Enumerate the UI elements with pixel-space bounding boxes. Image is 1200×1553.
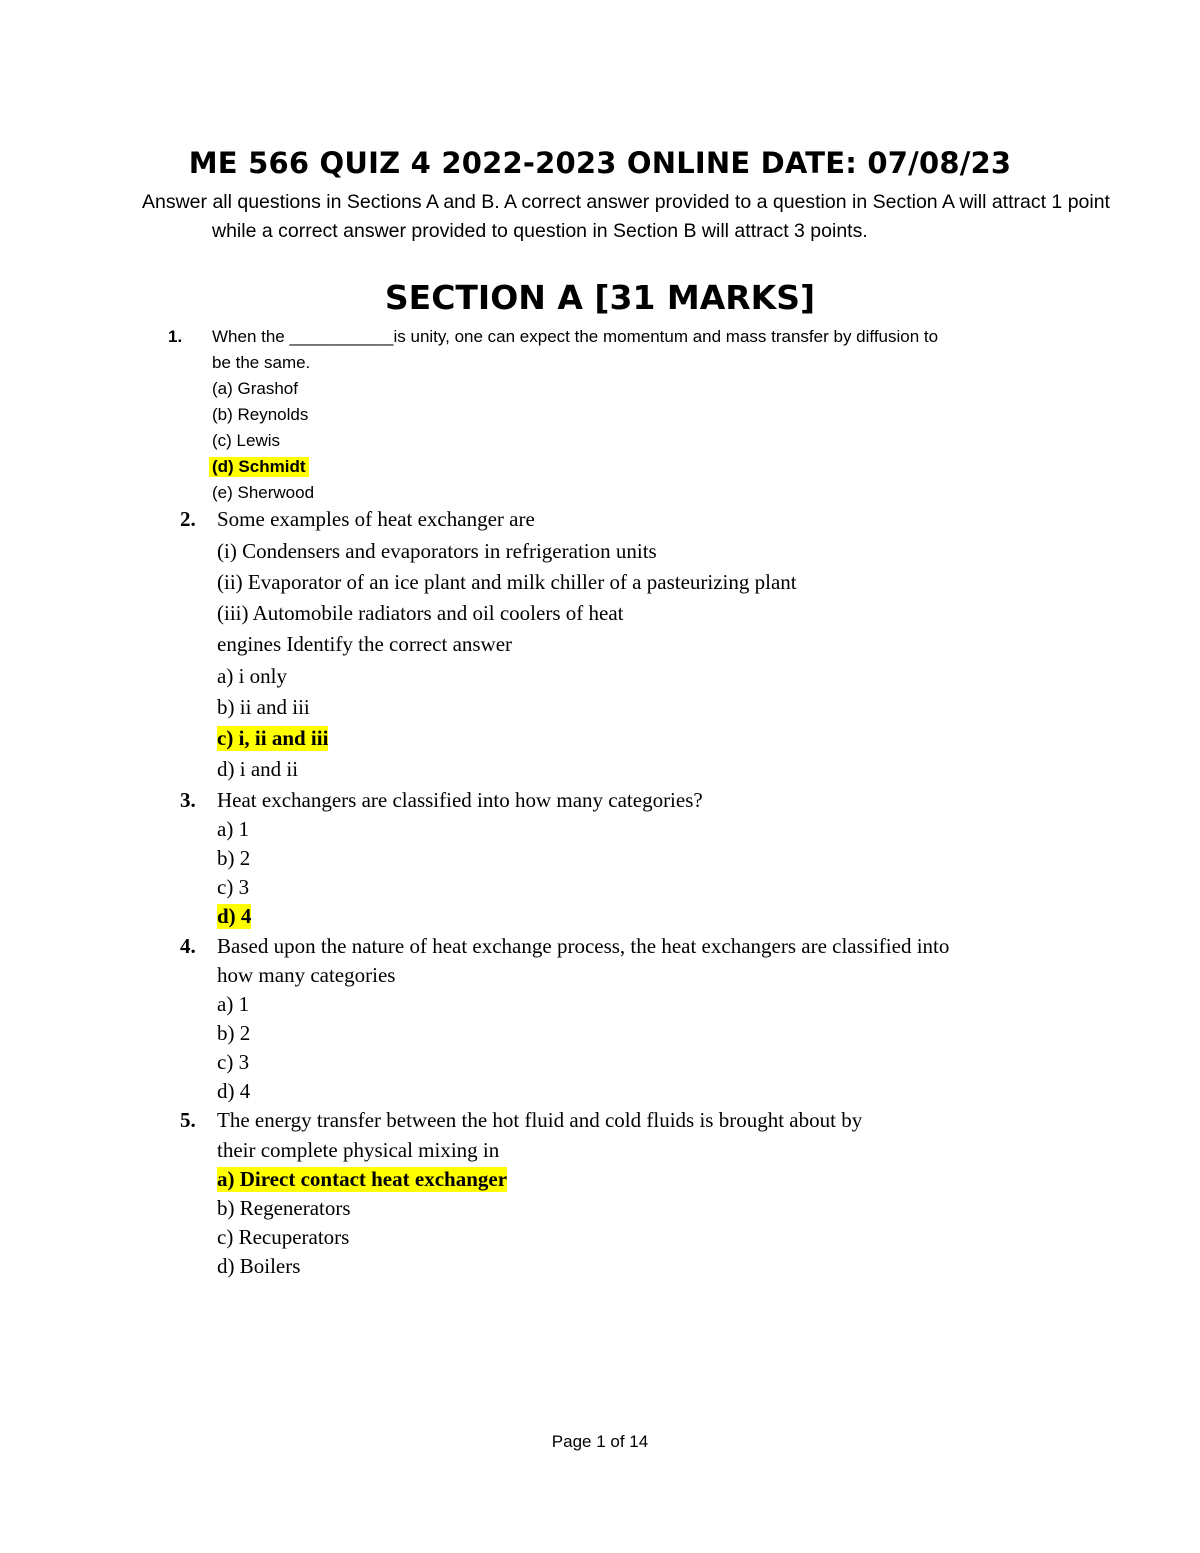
answer-option: a) 1 (217, 817, 250, 841)
question-number: 5. (180, 1108, 196, 1132)
document-title: ME 566 QUIZ 4 2022-2023 ONLINE DATE: 07/08/23 (188, 146, 1012, 180)
answer-option: d) 4 (217, 1079, 251, 1103)
answer-option: c) 3 (217, 875, 250, 899)
answer-option: (c) Lewis (212, 431, 281, 450)
question-stem-line: The energy transfer between the hot fluid and cold fluids is brought about by (217, 1108, 863, 1132)
question-stem-line: When the ___________is unity, one can expect the momentum and mass transfer by diffusion to (212, 327, 939, 346)
answer-option: a) 1 (217, 992, 250, 1016)
question-stem-line: Heat exchangers are classified into how many categories? (217, 788, 703, 812)
answer-option: b) Regenerators (217, 1196, 351, 1220)
answer-option: (a) Grashof (212, 379, 298, 398)
answer-option: b) 2 (217, 1021, 251, 1045)
page-footer: Page 1 of 14 (551, 1432, 649, 1451)
question-number: 3. (180, 788, 196, 812)
correct-answer-option: d) 4 (217, 904, 252, 928)
answer-option: c) Recuperators (217, 1225, 350, 1249)
answer-option: a) i only (217, 664, 287, 688)
option-text: a) Direct contact heat exchanger (217, 1167, 508, 1191)
question-stem-line: Based upon the nature of heat exchange process, the heat exchangers are classified into (217, 934, 950, 958)
question-stem-line: (i) Condensers and evaporators in refrigeration units (217, 539, 657, 563)
answer-option: d) Boilers (217, 1254, 301, 1278)
question-number: 4. (180, 934, 196, 958)
answer-option: b) 2 (217, 846, 251, 870)
section-heading: SECTION A [31 MARKS] (384, 278, 816, 317)
question-stem-line: engines Identify the correct answer (217, 632, 513, 656)
correct-answer-option: c) i, ii and iii (217, 726, 329, 750)
question-number: 1. (168, 327, 183, 346)
question-stem-line: how many categories (217, 963, 396, 987)
answer-option: (b) Reynolds (212, 405, 309, 424)
answer-option: c) 3 (217, 1050, 250, 1074)
question-stem-line: (iii) Automobile radiators and oil coolers of heat (217, 601, 624, 625)
instructions: Answer all questions in Sections A and B. A correct answer provided to a question in Section A will attract 1 point while a correct answer provided to question in Section B will attract 3 points. (142, 191, 1110, 242)
question-stem-line: be the same. (212, 353, 311, 372)
correct-answer-option: (d) Schmidt (209, 457, 309, 477)
answer-option: d) i and ii (217, 757, 299, 781)
question-stem-line: their complete physical mixing in (217, 1138, 500, 1162)
answer-option: (e) Sherwood (212, 483, 315, 502)
question-number: 2. (180, 507, 196, 531)
question-stem-line: (ii) Evaporator of an ice plant and milk chiller of a pasteurizing plant (217, 570, 797, 594)
answer-option: b) ii and iii (217, 695, 310, 719)
correct-answer-option (217, 1167, 507, 1192)
question-stem-line: Some examples of heat exchanger are (217, 507, 535, 531)
